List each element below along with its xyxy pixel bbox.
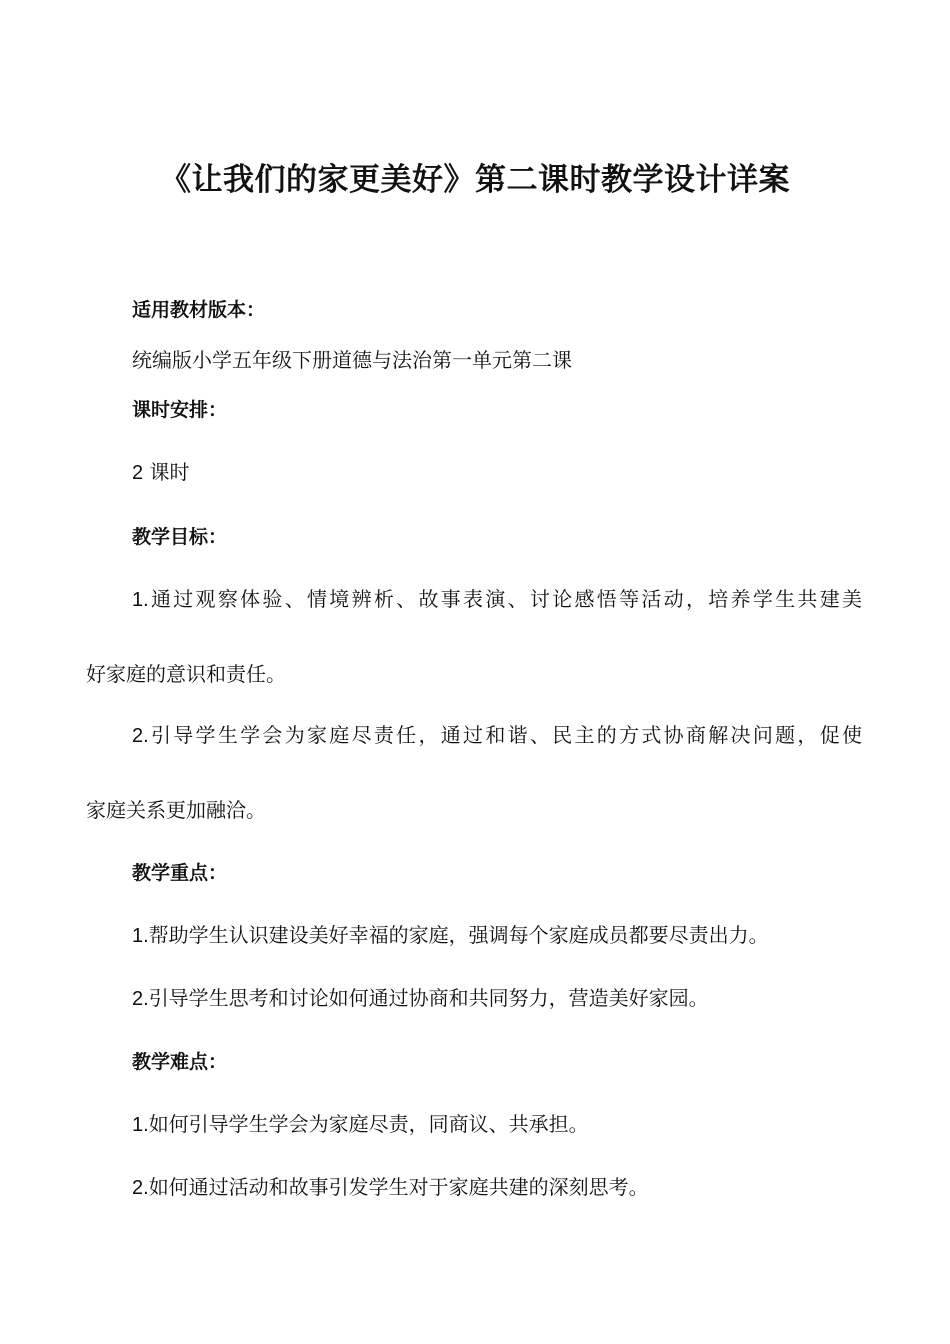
goal-2-number: 2. [132,725,149,747]
goal-1-line-1 [132,585,862,614]
key-point-2 [132,984,709,1013]
schedule-number: 2 [132,462,144,484]
key-points-heading: 教学重点： [132,862,228,884]
difficulty-2-number: 2. [132,1177,149,1199]
difficulties-heading: 教学难点： [132,1051,228,1073]
edition-heading: 适用教材版本： [132,299,266,321]
goal-2-text: 引导学生学会为家庭尽责任，通过和谐、民主的方式协商解决问题，促使 [148,723,862,747]
goal-1-line-2: 好家庭的意识和责任。 [86,662,286,686]
goals-heading: 教学目标： [132,526,228,548]
edition-text: 统编版小学五年级下册道德与法治第一单元第二课 [132,348,572,372]
schedule-text [132,458,189,487]
key-point-1-text: 帮助学生认识建设美好幸福的家庭，强调每个家庭成员都要尽责出力。 [148,923,769,947]
key-point-2-number: 2. [132,988,149,1010]
schedule-heading: 课时安排： [132,399,228,421]
schedule-unit: 课时 [143,460,190,484]
difficulty-2-text: 如何通过活动和故事引发学生对于家庭共建的深刻思考。 [148,1175,649,1199]
key-point-1 [132,921,769,950]
document-title: 《让我们的家更美好》第二课时教学设计详案 [160,162,790,198]
key-point-2-text: 引导学生思考和讨论如何通过协商和共同努力，营造美好家园。 [148,986,709,1010]
difficulty-1 [132,1110,589,1139]
goal-2-line-2: 家庭关系更加融洽。 [86,798,266,822]
goal-1-text: 通过观察体验、情境辨析、故事表演、讨论感悟等活动，培养学生共建美 [148,587,862,611]
key-point-1-number: 1. [132,925,149,947]
difficulty-1-text: 如何引导学生学会为家庭尽责，同商议、共承担。 [148,1112,589,1136]
goal-2-line-1 [132,721,862,750]
difficulty-1-number: 1. [132,1114,149,1136]
difficulty-2 [132,1173,649,1202]
goal-1-number: 1. [132,589,149,611]
